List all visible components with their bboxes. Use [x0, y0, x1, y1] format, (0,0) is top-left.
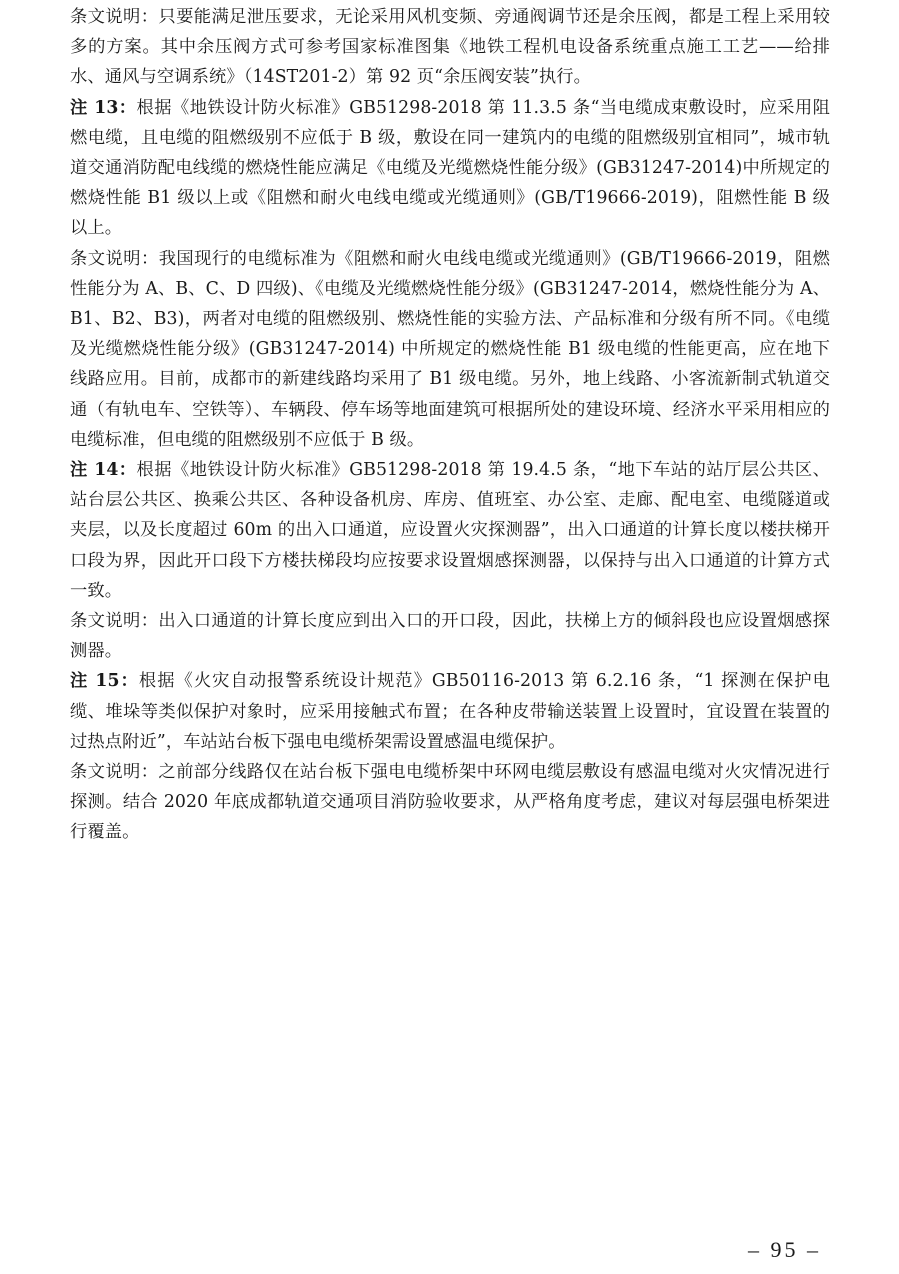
paragraph-text: 条文说明：只要能满足泄压要求，无论采用风机变频、旁通阀调节还是余压阀，都是工程上采用较多的方案。其中余压阀方式可参考国家标准图集《地铁工程机电设备系统重点施工工艺——给排水、通风与空调系统》（14ST201-2）第 92 页“余压阀安装”执行。	[70, 7, 830, 88]
note-label: 注 14：	[70, 460, 137, 481]
paragraph-text: 根据《地铁设计防火标准》GB51298-2018 第 11.3.5 条“当电缆成束敷设时，应采用阻燃电缆，且电缆的阻燃级别不应低于 B 级，敷设在同一建筑内的电缆的阻燃级别宜相同”，城市轨道交通消防配电线缆的燃烧性能应满足《电缆及光缆燃烧性能分级》(GB31247-2014)中所规定的燃烧性能 B1 级以上或《阻燃和耐火电线电缆或光缆通则》(GB/T19666-2019)，阻燃性能 B 级以上。	[70, 97, 830, 239]
document-body	[70, 2, 830, 848]
paragraph-note-14	[70, 455, 830, 606]
paragraph-note-15	[70, 666, 830, 757]
paragraph-explanation-3	[70, 606, 830, 666]
page-number: – 95 –	[748, 1237, 821, 1262]
paragraph-note-13	[70, 93, 830, 244]
paragraph-text: 条文说明：我国现行的电缆标准为《阻燃和耐火电线电缆或光缆通则》(GB/T19666-2019，阻燃性能分为 A、B、C、D 四级)、《电缆及光缆燃烧性能分级》(GB31247-2014，燃烧性能分为 A、B1、B2、B3)，两者对电缆的阻燃级别、燃烧性能的实验方法、产品标准和分级有所不同。《电缆及光缆燃烧性能分级》(GB31247-2014) 中所规定的燃烧性能 B1 级电缆的性能更高，应在地下线路应用。目前，成都市的新建线路均采用了 B1 级电缆。另外，地上线路、小客流新制式轨道交通（有轨电车、空铁等）、车辆段、停车场等地面建筑可根据所处的建设环境、经济水平采用相应的电缆标准，但电缆的阻燃级别不应低于 B 级。	[70, 248, 830, 450]
paragraph-explanation-1	[70, 2, 830, 93]
paragraph-explanation-4	[70, 757, 830, 848]
paragraph-explanation-2	[70, 244, 830, 455]
note-label: 注 15：	[70, 671, 139, 692]
paragraph-text: 条文说明：之前部分线路仅在站台板下强电电缆桥架中环网电缆层敷设有感温电缆对火灾情况进行探测。结合 2020 年底成都轨道交通项目消防验收要求，从严格角度考虑，建议对每层强电桥架进行覆盖。	[70, 762, 830, 843]
paragraph-text: 根据《地铁设计防火标准》GB51298-2018 第 19.4.5 条，“地下车站的站厅层公共区、站台层公共区、换乘公共区、各种设备机房、库房、值班室、办公室、走廊、配电室、电缆隧道或夹层，以及长度超过 60m 的出入口通道，应设置火灾探测器”，出入口通道的计算长度以楼扶梯开口段为界，因此开口段下方楼扶梯段均应按要求设置烟感探测器，以保持与出入口通道的计算方式一致。	[70, 460, 830, 601]
note-label: 注 13：	[70, 97, 137, 118]
paragraph-text: 条文说明：出入口通道的计算长度应到出入口的开口段，因此，扶梯上方的倾斜段也应设置烟感探测器。	[70, 611, 830, 662]
paragraph-text: 根据《火灾自动报警系统设计规范》GB50116-2013 第 6.2.16 条，“1 探测在保护电缆、堆垛等类似保护对象时，应采用接触式布置；在各种皮带输送装置上设置时，宜设置在装置的过热点附近”，车站站台板下强电电缆桥架需设置感温电缆保护。	[70, 671, 830, 752]
